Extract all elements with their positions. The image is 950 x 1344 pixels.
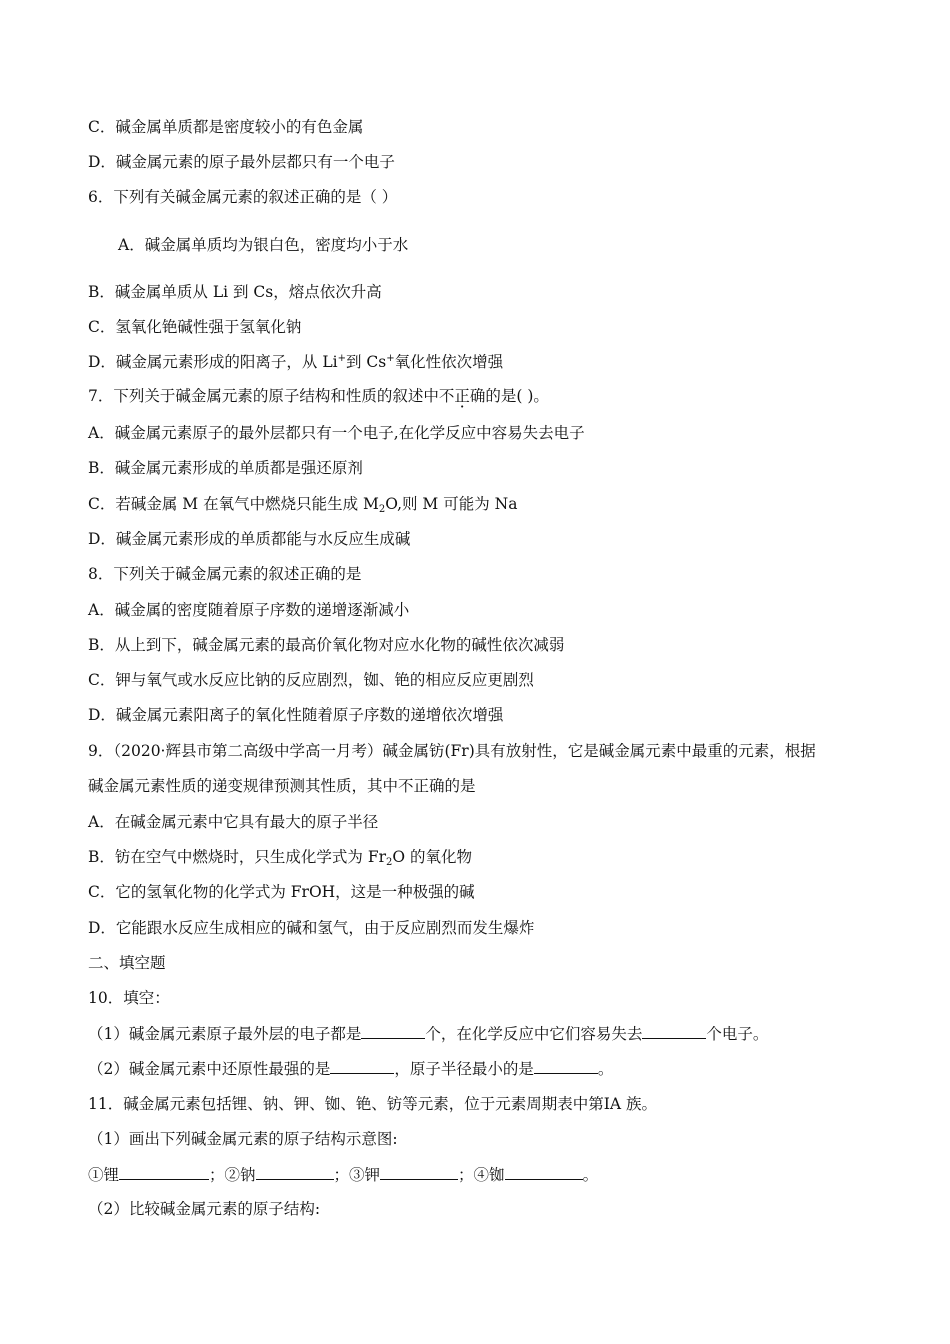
- q9-option-d: D．它能跟水反应生成相应的碱和氢气，由于反应剧烈而发生爆炸: [88, 919, 535, 937]
- q10-blank-4[interactable]: [534, 1058, 598, 1074]
- q7-stem-text-2: 的是( )。: [485, 387, 549, 405]
- q11-blank-na[interactable]: [256, 1164, 334, 1180]
- q10-stem: 10．填空：: [88, 989, 170, 1007]
- q6-d-text-2: 到 Cs: [346, 353, 387, 371]
- q9-option-b: [88, 847, 472, 870]
- q11-rb-label: ；④铷: [458, 1166, 505, 1184]
- q8-option-c: C．钾与氧气或水反应比钠的反应剧烈，铷、铯的相应反应更剧烈: [88, 671, 534, 689]
- q8-option-a: A．碱金属的密度随着原子序数的递增逐渐减小: [88, 601, 410, 619]
- q11-part2: （2）比较碱金属元素的原子结构:: [88, 1200, 321, 1218]
- q10-p2-text-2: ，原子半径最小的是: [394, 1060, 534, 1078]
- q7-c-text-2: O,则 M 可能为 Na: [385, 495, 518, 513]
- q9-b-text-2: O 的氧化物: [392, 848, 472, 866]
- q7-stem-emphasis: 不正确: [438, 387, 486, 405]
- q11-na-label: ；②钠: [209, 1166, 256, 1184]
- q9-b-sub: 2: [385, 857, 393, 868]
- q6-d-text-1: D．碱金属元素形成的阳离子，从 Li: [88, 353, 338, 371]
- q5-option-d: D．碱金属元素的原子最外层都只有一个电子: [88, 153, 395, 171]
- q10-blank-3[interactable]: [330, 1058, 394, 1074]
- q8-stem: 8．下列关于碱金属元素的叙述正确的是: [88, 565, 362, 583]
- q7-stem: [88, 386, 549, 406]
- q6-d-sup-2: +: [386, 353, 395, 364]
- q7-c-text-1: C．若碱金属 M 在氧气中燃烧只能生成 M: [88, 495, 379, 513]
- q9-option-a: A．在碱金属元素中它具有最大的原子半径: [88, 813, 379, 831]
- q7-option-b: B．碱金属元素形成的单质都是强还原剂: [88, 459, 363, 477]
- q10-p2-text-3: 。: [597, 1060, 614, 1078]
- q6-stem: 6．下列有关碱金属元素的叙述正确的是（ ）: [88, 188, 398, 206]
- q9-option-c: C．它的氢氧化物的化学式为 FrOH，这是一种极强的碱: [88, 883, 475, 901]
- q7-option-a: A．碱金属元素原子的最外层都只有一个电子,在化学反应中容易失去电子: [88, 424, 585, 442]
- section-heading-fill-in: 二、填空题: [88, 954, 166, 972]
- q11-blank-li[interactable]: [119, 1164, 209, 1180]
- q6-option-a: A．碱金属单质均为银白色，密度均小于水: [118, 236, 409, 254]
- q10-blank-2[interactable]: [642, 1023, 706, 1039]
- q10-p1-text-3: 个电子。: [706, 1025, 769, 1043]
- q11-end-mark: 。: [582, 1166, 599, 1184]
- q10-p1-text-1: （1）碱金属元素原子最外层的电子都是: [88, 1025, 362, 1043]
- q11-k-label: ；③钾: [333, 1166, 381, 1184]
- q7-option-d: D．碱金属元素形成的单质都能与水反应生成碱: [88, 530, 411, 548]
- q6-option-c: C．氢氧化铯碱性强于氢氧化钠: [88, 318, 302, 336]
- q5-option-c: C．碱金属单质都是密度较小的有色金属: [88, 118, 364, 136]
- q11-diagram-blanks: [88, 1164, 598, 1185]
- q11-part1: （1）画出下列碱金属元素的原子结构示意图:: [88, 1130, 398, 1148]
- q10-p2-text-1: （2）碱金属元素中还原性最强的是: [88, 1060, 331, 1078]
- q10-blank-1[interactable]: [361, 1023, 425, 1039]
- q11-blank-rb[interactable]: [505, 1164, 583, 1180]
- q8-option-b: B．从上到下，碱金属元素的最高价氧化物对应水化物的碱性依次减弱: [88, 636, 565, 654]
- q8-option-d: D．碱金属元素阳离子的氧化性随着原子序数的递增依次增强: [88, 706, 504, 724]
- q10-part1: [88, 1023, 768, 1044]
- q11-li-label: ①锂: [88, 1166, 120, 1184]
- q11-blank-k[interactable]: [380, 1164, 458, 1180]
- q6-d-text-3: 氧化性依次增强: [394, 353, 504, 371]
- q10-p1-text-2: 个，在化学反应中它们容易失去: [425, 1025, 643, 1043]
- q10-part2: [88, 1058, 613, 1079]
- q7-c-sub: 2: [378, 504, 386, 515]
- q9-stem-line1: 9．（2020·辉县市第二高级中学高一月考）碱金属钫(Fr)具有放射性，它是碱金属元素中最重的元素，根据: [88, 742, 816, 760]
- q6-option-b: B．碱金属单质从 Li 到 Cs，熔点依次升高: [88, 283, 382, 301]
- q9-b-text-1: B．钫在空气中燃烧时，只生成化学式为 Fr: [88, 848, 386, 866]
- q7-stem-text-1: 7．下列关于碱金属元素的原子结构和性质的叙述中: [88, 387, 439, 405]
- q6-option-d: [88, 352, 503, 372]
- q9-stem-line2: 碱金属元素性质的递变规律预测其性质，其中不正确的是: [88, 777, 476, 795]
- q6-d-sup-1: +: [337, 353, 346, 364]
- q7-option-c: [88, 494, 517, 517]
- q11-stem: 11．碱金属元素包括锂、钠、钾、铷、铯、钫等元素，位于元素周期表中第ⅠA 族。: [88, 1095, 657, 1113]
